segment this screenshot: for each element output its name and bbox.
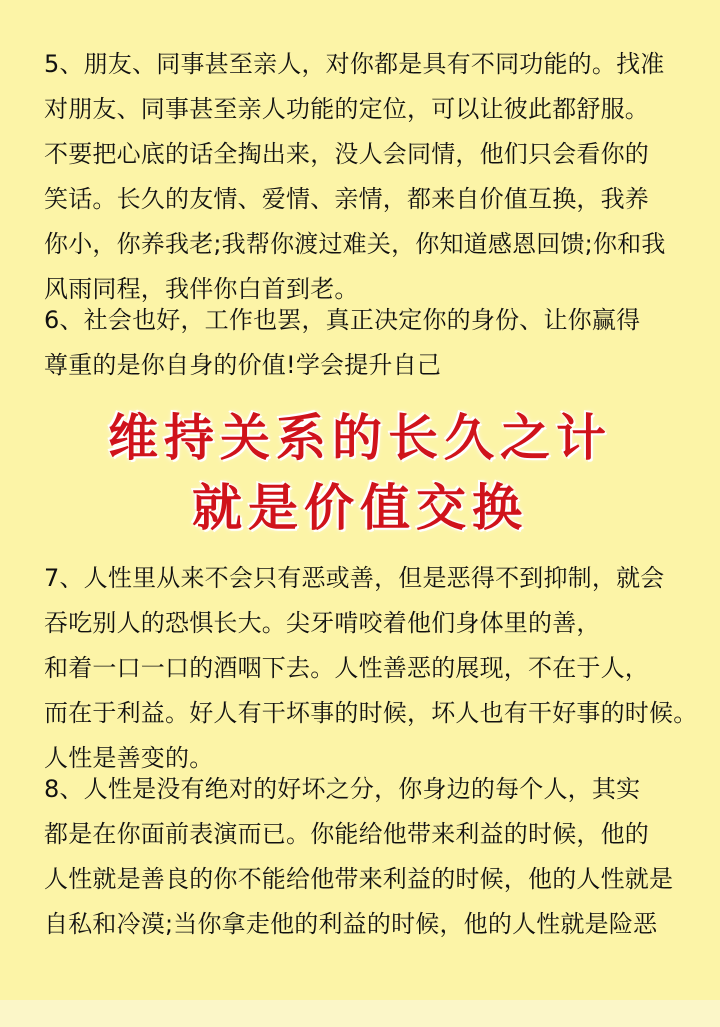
- section-5-line: 你小，你养我老;我帮你渡过难关，你知道感恩回馈;你和我: [44, 230, 666, 258]
- section-7-line: 而在于利益。好人有干坏事的时候，坏人也有干好事的时候。: [44, 699, 698, 727]
- section-5-line: 风雨同程，我伴你白首到老。: [44, 275, 359, 303]
- section-5-line: 对朋友、同事甚至亲人功能的定位，可以让彼此都舒服。: [44, 95, 649, 123]
- section-6-line: 6、社会也好，工作也罢，真正决定你的身份、让你赢得: [44, 306, 641, 334]
- section-7-line: 7、人性里从来不会只有恶或善，但是恶得不到抑制，就会: [44, 564, 665, 592]
- section-8-line: 都是在你面前表演而已。你能给他带来利益的时候，他的: [44, 820, 649, 848]
- section-8: [44, 767, 694, 947]
- section-8-line: 8、人性是没有绝对的好坏之分，你身边的每个人，其实: [44, 775, 641, 803]
- headline-line-1: 维持关系的长久之计: [108, 408, 612, 467]
- section-7: [44, 556, 698, 781]
- section-5: [44, 42, 694, 312]
- section-8-line: 人性就是善良的你不能给他带来利益的时候，他的人性就是: [44, 865, 674, 893]
- section-5-line: 5、朋友、同事甚至亲人，对你都是具有不同功能的。找准: [44, 50, 665, 78]
- section-7-line: 人性是善变的。: [44, 744, 214, 772]
- section-6-line: 尊重的是你自身的价值!学会提升自己: [44, 351, 442, 379]
- section-7-line: 和着一口一口的酒咽下去。人性善恶的展现，不在于人，: [44, 654, 649, 682]
- section-5-line: 笑话。长久的友情、爱情、亲情，都来自价值互换，我养: [44, 185, 649, 213]
- headline-line-2: 就是价值交换: [192, 478, 528, 537]
- section-7-line: 吞吃别人的恐惧长大。尖牙啃咬着他们身体里的善，: [44, 609, 601, 637]
- section-5-line: 不要把心底的话全掏出来，没人会同情，他们只会看你的: [44, 140, 649, 168]
- section-8-line: 自私和冷漠;当你拿走他的利益的时候，他的人性就是险恶: [44, 910, 658, 938]
- bottom-strip: [0, 1000, 720, 1027]
- section-6: [44, 298, 694, 388]
